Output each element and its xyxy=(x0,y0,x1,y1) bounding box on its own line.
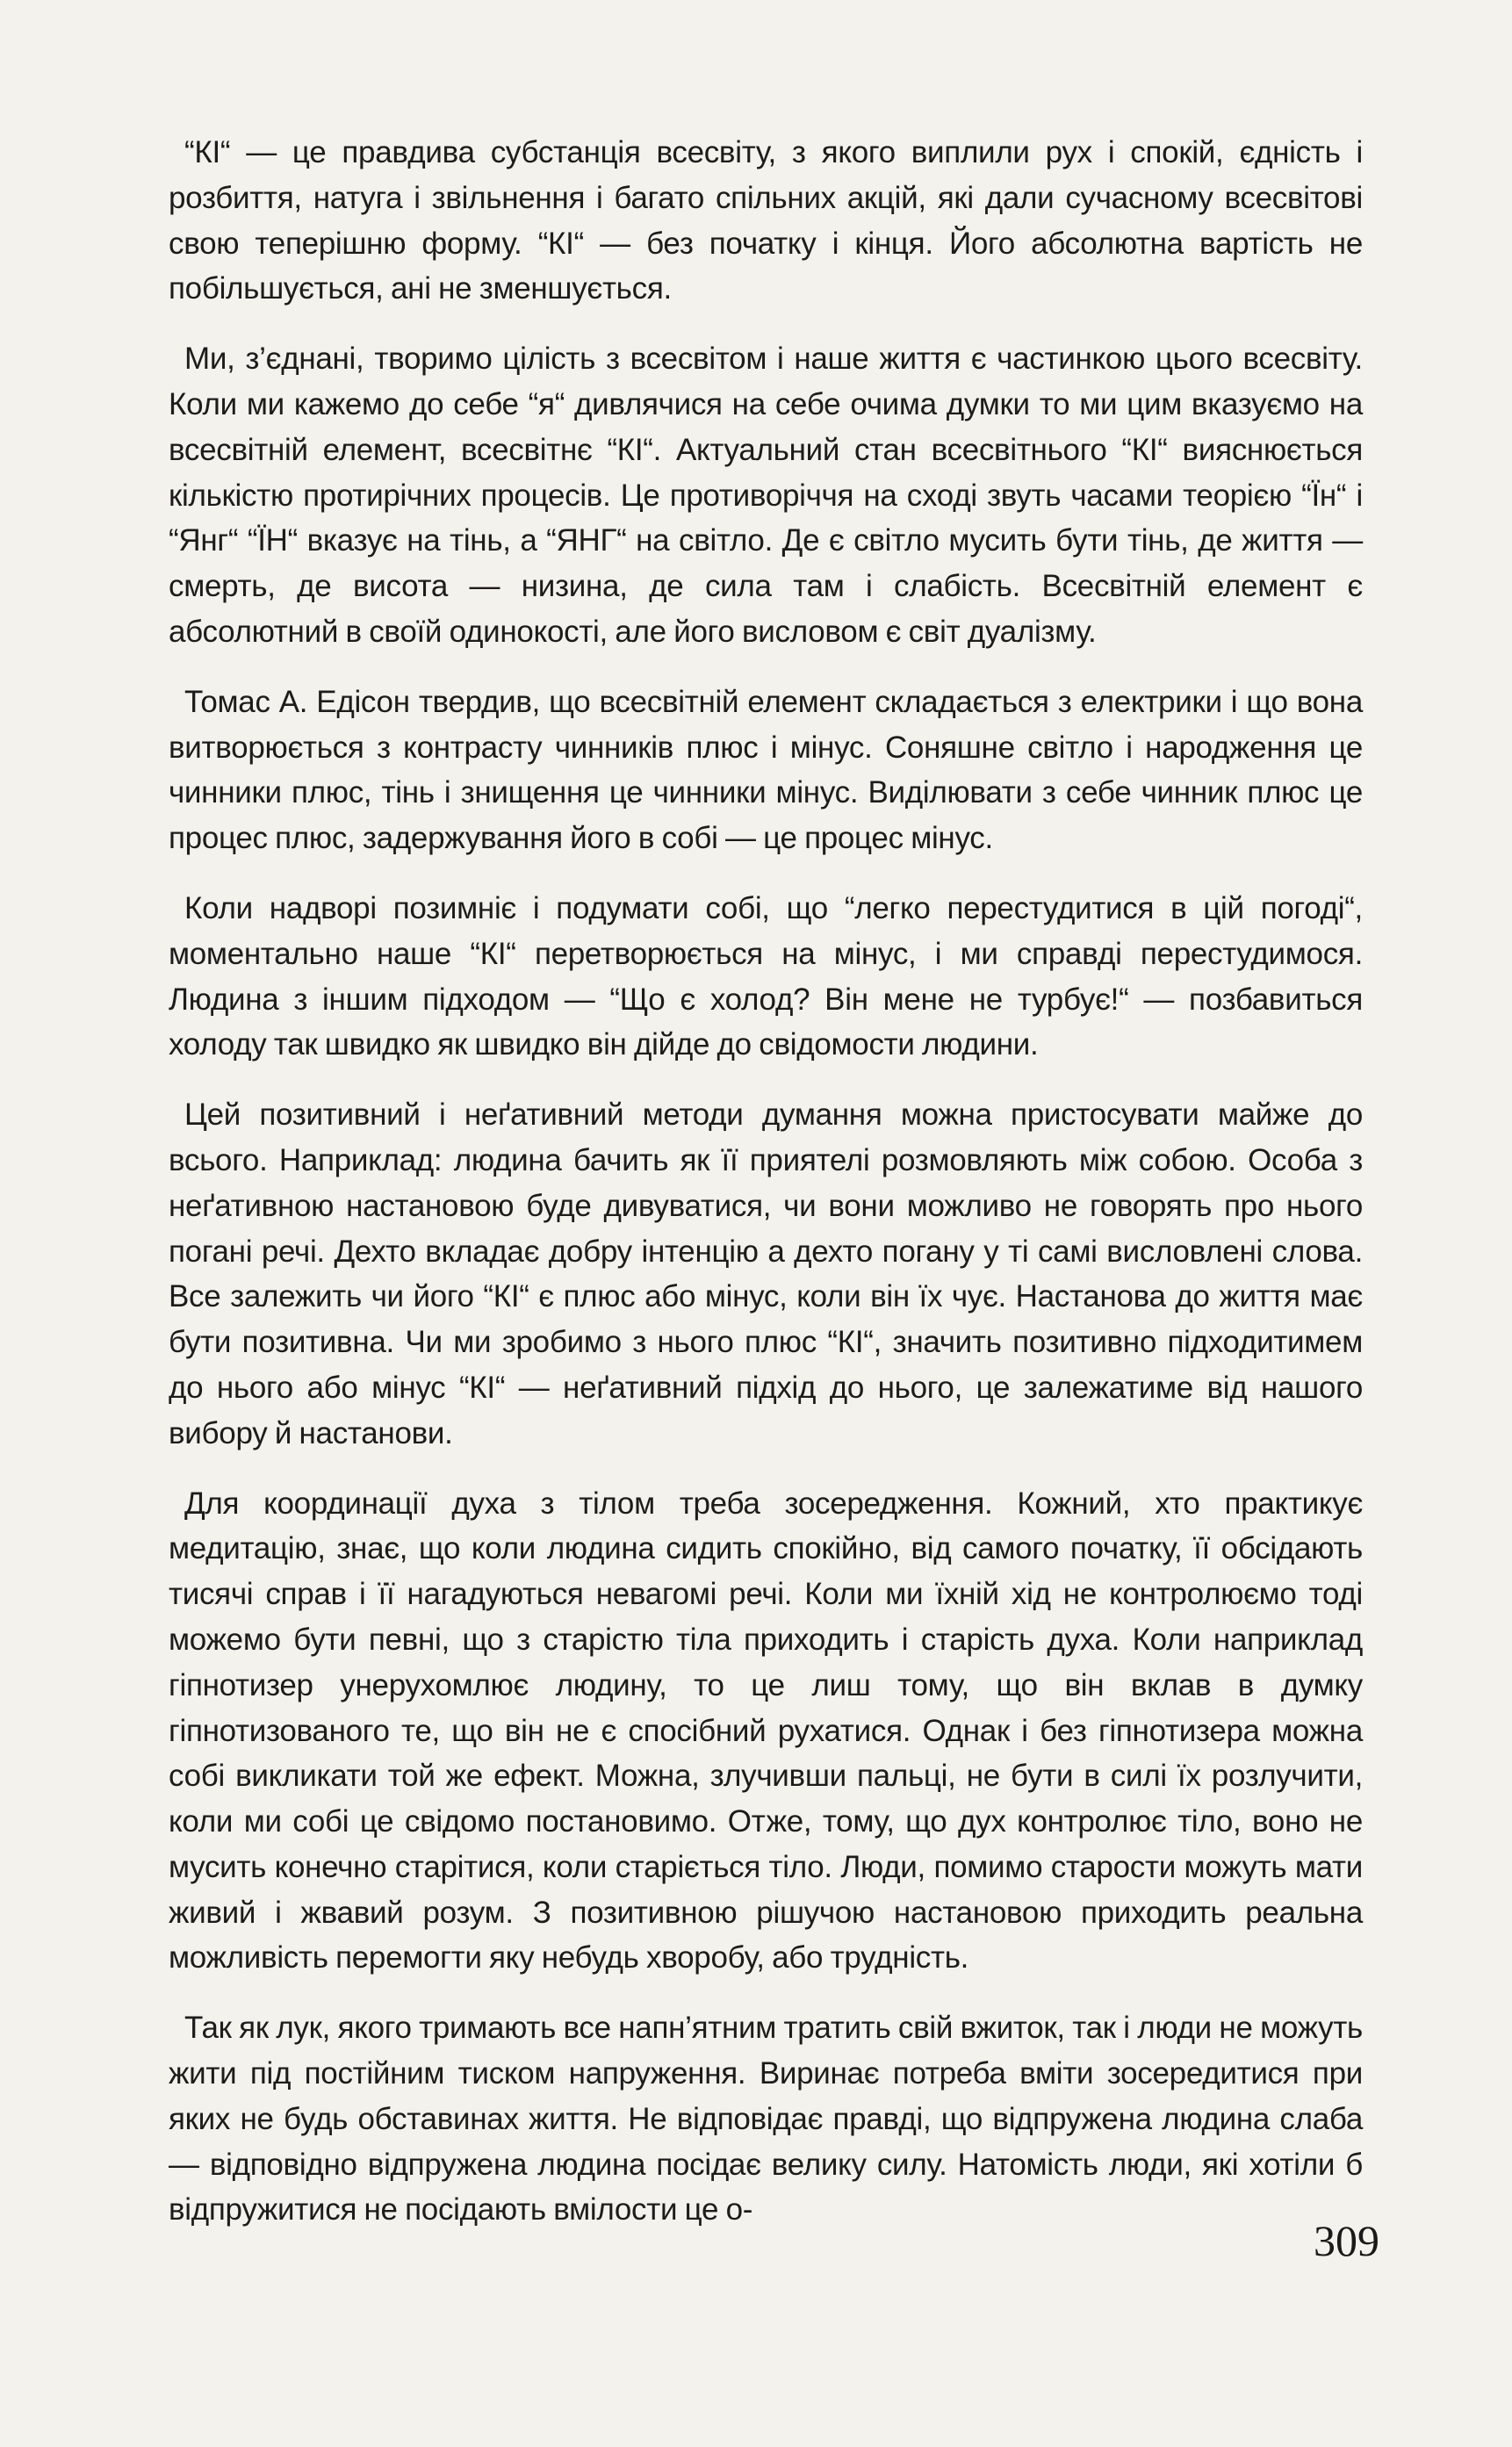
paragraph-6: Для координації духа з тілом треба зосередження. Кожний, хто практикує медитацію, знає, що коли людина сидить спокійно, від самого початку, її обсідають тисячі справ і її нагадуються невагомі речі. Коли ми їхній хід не контролюємо тоді можемо бути певні, що з старістю тіла приходить і старість духа. Коли наприклад гіпнотизер унерухомлює людину, то це лиш тому, що він вклав в думку гіпнотизованого те, що він не є спосібний рухатися. Однак і без гіпнотизера можна собі викликати той же ефект. Можна, злучивши пальці, не бути в силі їх розлучити, коли ми собі це свідомо постановимо. Отже, тому, що дух контролює тіло, воно не мусить конечно старітися, коли старіється тіло. Люди, помимо старости можуть мати живий і жвавий розум. З позитивною рішучою настановою приходить реальна можливість перемогти яку небудь хворобу, або трудність. xyxy=(169,1486,1363,1976)
page-number: 309 xyxy=(1314,2216,1379,2265)
paragraph-3: Томас А. Едісон твердив, що всесвітній елемент складається з електрики і що вона витворюється з контрасту чинників плюс і мінус. Соняшне світло і народження це чинники плюс, тінь і знищення це чинники мінус. Виділювати з себе чинник плюс це процес плюс, задержування його в собі — це процес мінус. xyxy=(169,684,1363,856)
paragraph-5: Цей позитивний і неґативний методи думання можна пристосувати майже до всього. Наприклад: людина бачить як її приятелі розмовляють між собою. Особа з неґативною настановою буде дивуватися, чи вони можливо не говорять про нього погані речі. Дехто вкладає добру інтенцію а дехто погану у ті самі висловлені слова. Все залежить чи його “КІ“ є плюс або мінус, коли він їх чує. Настанова до життя має бути позитивна. Чи ми зробимо з нього плюс “КІ“, значить позитивно підходитимем до нього або мінус “КІ“ — неґативний підхід до нього, це залежатиме від нашого вибору й настанови. xyxy=(169,1098,1363,1450)
page-text xyxy=(169,130,1363,2257)
paragraph-7: Так як лук, якого тримають все напн’ятним тратить свій вжиток, так і люди не можуть жити під постійним тиском напруження. Виринає потреба вміти зосередитися при яких не будь обставинах життя. Не відповідає правді, що відпружена людина слаба — відповідно відпружена людина посідає велику силу. Натомість люди, які хотіли б відпружитися не посідають вмілости це о- xyxy=(169,2011,1363,2227)
paragraph-1: “КІ“ — це правдива субстанція всесвіту, з якого виплили рух і спокій, єдність і розбиття, натуга і звільнення і багато спільних акцій, які дали сучасному всесвітові свою теперішню форму. “КІ“ — без початку і кінця. Його абсолютна вартість не побільшується, ані не зменшується. xyxy=(169,135,1363,306)
paragraph-4: Коли надворі позимніє і подумати собі, що “легко перестудитися в цій погоді“, моментально наше “КІ“ перетворюється на мінус, і ми справді перестудимося. Людина з іншим підходом — “Що є холод? Він мене не турбує!“ — позбавиться холоду так швидко як швидко він дійде до свідомости людини. xyxy=(169,890,1363,1062)
paragraph-2: Ми, з’єднані, творимо цілість з всесвітом і наше життя є частинкою цього всесвіту. Коли ми кажемо до себе “я“ дивлячися на себе очима думки то ми цим вказуємо на всесвітній елемент, всесвітнє “КІ“. Актуальний стан всесвітнього “КІ“ вияснюється кількістю протирічних процесів. Це противоріччя на сході звуть часами теорією “Їн“ і “Янг“ “ЇН“ вказує на тінь, а “ЯНГ“ на світло. Де є світло мусить бути тінь, де життя — смерть, де висота — низина, де сила там і слабість. Всесвітній елемент є абсолютний в своїй одинокості, але його висловом є світ дуалізму. xyxy=(169,342,1363,649)
